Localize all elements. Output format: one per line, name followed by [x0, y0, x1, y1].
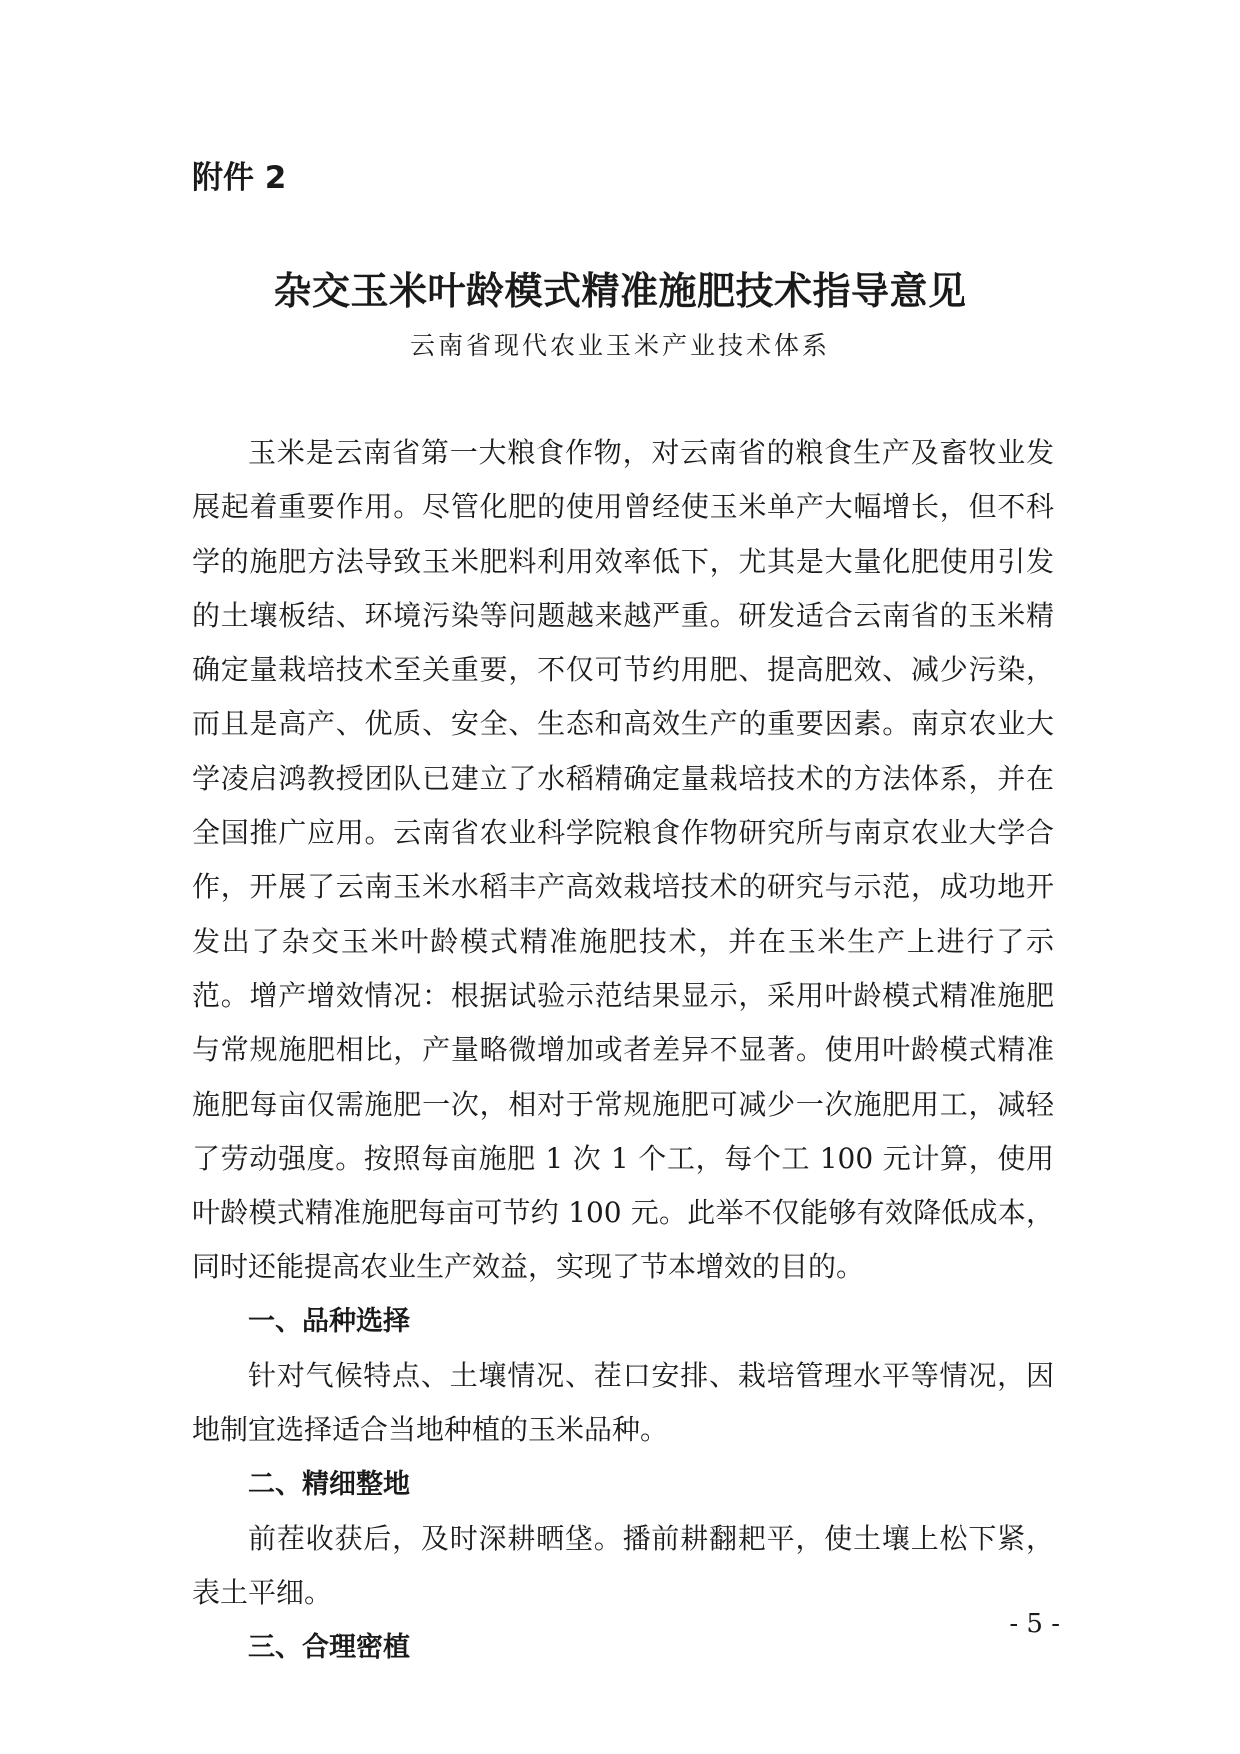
- section-heading-variety: 一、品种选择: [248, 1305, 410, 1337]
- document-body: [192, 426, 1054, 1675]
- section-heading-soil-prep: 二、精细整地: [248, 1468, 410, 1500]
- section-text-soil-prep: 前茬收获后，及时深耕晒垡。播前耕翻耙平，使土壤上松下紧，表土平细。: [192, 1521, 1054, 1610]
- document-subtitle: 云南省现代农业玉米产业技术体系: [409, 331, 830, 360]
- document-title: 杂交玉米叶龄模式精准施肥技术指导意见: [273, 268, 967, 313]
- section-heading-density: 三、合理密植: [248, 1631, 410, 1663]
- page-number: - 5 -: [1009, 1609, 1060, 1639]
- section-text-variety: 针对气候特点、土壤情况、茬口安排、栽培管理水平等情况，因地制宜选择适合当地种植的玉米品种。: [192, 1359, 1054, 1447]
- attachment-label: 附件 2: [192, 160, 287, 196]
- intro-paragraph: 玉米是云南省第一大粮食作物，对云南省的粮食生产及畜牧业发展起着重要作用。尽管化肥的使用曾经使玉米单产大幅增长，但不科学的施肥方法导致玉米肥料利用效率低下，尤其是大量化肥使用引发的土壤板结、环境污染等问题越来越严重。研发适合云南省的玉米精确定量栽培技术至关重要，不仅可节约用肥、提高肥效、减少污染，而且是高产、优质、安全、生态和高效生产的重要因素。南京农业大学凌启鸿教授团队已建立了水稻精确定量栽培技术的方法体系，并在全国推广应用。云南省农业科学院粮食作物研究所与南京农业大学合作，开展了云南玉米水稻丰产高效栽培技术的研究与示范，成功地开发出了杂交玉米叶龄模式精准施肥技术，并在玉米生产上进行了示范。增产增效情况：根据试验示范结果显示，采用叶龄模式精准施肥与常规施肥相比，产量略微增加或者差异不显著。使用叶龄模式精准施肥每亩仅需施肥一次，相对于常规施肥可减少一次施肥用工，减轻了劳动强度。按照每亩施肥 1 次 1 个工，每个工 100 元计算，使用叶龄模式精准施肥每亩可节约 100 元。此举不仅能够有效降低成本，同时还能提高农业生产效益，实现了节本增效的目的。: [192, 436, 1054, 1284]
